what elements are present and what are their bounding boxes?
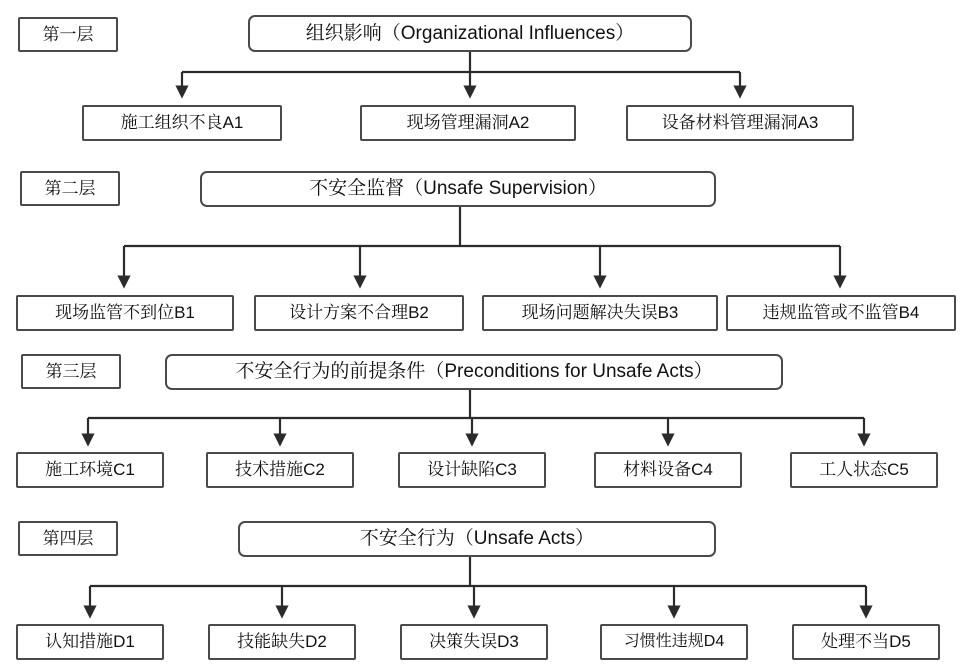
node-d2: 技能缺失D2 (208, 624, 356, 660)
layer-tag-1: 第一层 (18, 17, 118, 52)
node-d5: 处理不当D5 (792, 624, 940, 660)
node-a2: 现场管理漏洞A2 (360, 105, 576, 141)
node-a3: 设备材料管理漏洞A3 (626, 105, 854, 141)
node-b4: 违规监管或不监管B4 (726, 295, 956, 331)
node-a1: 施工组织不良A1 (82, 105, 282, 141)
node-d4: 习惯性违规D4 (600, 624, 748, 660)
node-c3: 设计缺陷C3 (398, 452, 546, 488)
node-b1: 现场监管不到位B1 (16, 295, 234, 331)
node-c1: 施工环境C1 (16, 452, 164, 488)
layer-tag-4: 第四层 (18, 521, 118, 556)
node-d1: 认知措施D1 (16, 624, 164, 660)
layer-tag-3: 第三层 (21, 354, 121, 389)
layer-tag-2: 第二层 (20, 171, 120, 206)
node-b3: 现场问题解决失误B3 (482, 295, 718, 331)
layer-header-4: 不安全行为（Unsafe Acts） (238, 521, 716, 557)
node-d3: 决策失误D3 (400, 624, 548, 660)
node-c4: 材料设备C4 (594, 452, 742, 488)
layer-header-2: 不安全监督（Unsafe Supervision） (200, 171, 716, 207)
node-c5: 工人状态C5 (790, 452, 938, 488)
node-b2: 设计方案不合理B2 (254, 295, 464, 331)
layer-header-1: 组织影响（Organizational Influences） (248, 15, 692, 52)
layer-header-3: 不安全行为的前提条件（Preconditions for Unsafe Acts） (165, 354, 783, 390)
node-c2: 技术措施C2 (206, 452, 354, 488)
